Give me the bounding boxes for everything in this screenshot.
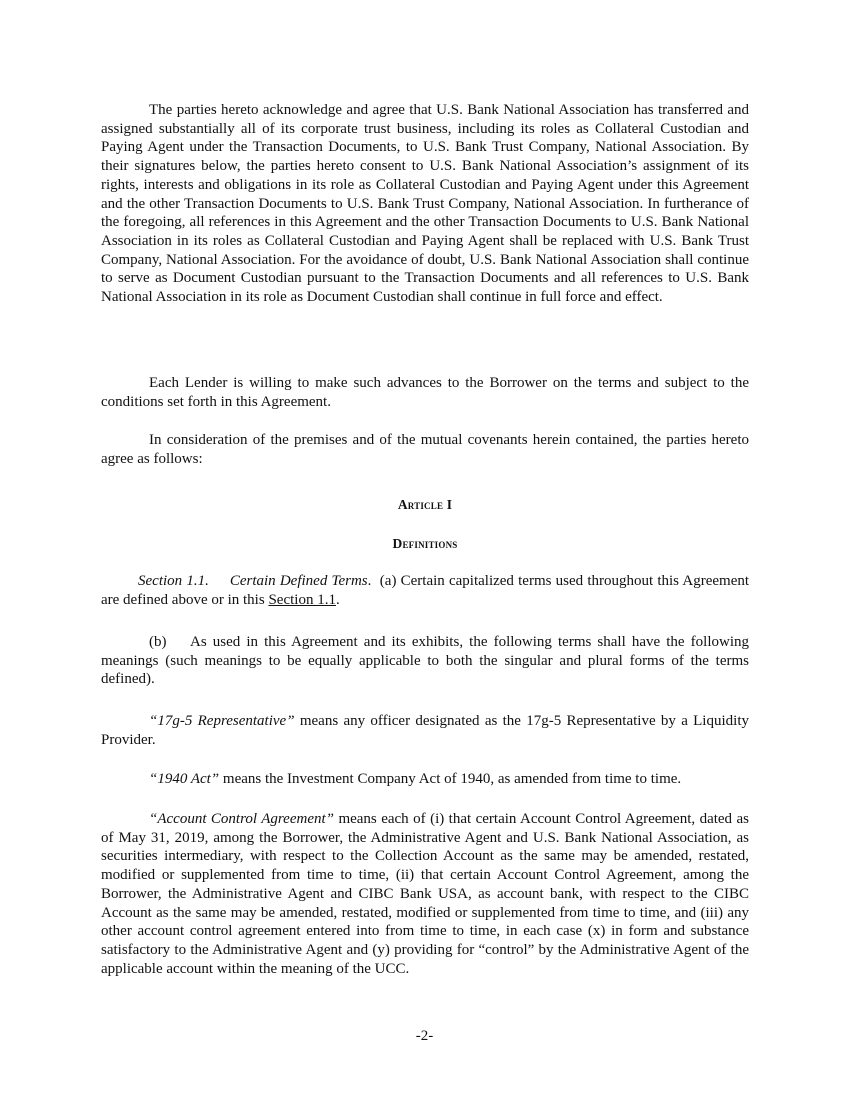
definition-term: “Account Control Agreement” (149, 811, 334, 827)
consideration-paragraph: In consideration of the premises and of the mutual covenants herein contained, the parties hereto agree as follows: (101, 432, 749, 467)
definition-text: means the Investment Company Act of 1940, as amended from time to time. (219, 771, 682, 787)
definition-term: “17g-5 Representative” (149, 713, 295, 729)
definition-account-control-agreement (101, 810, 749, 978)
section-title-period: . (367, 573, 372, 589)
definition-17g5 (101, 712, 749, 749)
section-1-1-link[interactable]: Section 1.1 (268, 591, 336, 608)
section-ref-period: . (335, 591, 340, 608)
definition-text: means any officer designated as the 17g-5 Representative by a Liquidity Provider. (101, 713, 749, 748)
section-label: Section 1.1. (138, 573, 209, 589)
article-title: Definitions (392, 536, 458, 551)
paragraph-b: (b) As used in this Agreement and its exhibits, the following terms shall have the following meanings (such meanings to be equally applicable to both the singular and plural forms of the terms defined). (101, 634, 749, 688)
article-number: Article I (397, 497, 453, 512)
definition-1940-act (101, 770, 749, 789)
assignment-paragraph: The parties hereto acknowledge and agree that U.S. Bank National Association has transferred and assigned substantially all of its corporate trust business, including its roles as Collateral Custodian and Paying Agent under the Transaction Documents, to U.S. Bank Trust Company, National Association. By their signatures below, the parties hereto consent to U.S. Bank National Association’s assignment of its rights, interests and obligations in its role as Collateral Custodian and Paying Agent under this Agreement and the other Transaction Documents to U.S. Bank Trust Company, National Association. In furtherance of the foregoing, all references in this Agreement and the other Transaction Documents to U.S. Bank National Association in its roles as Collateral Custodian and Paying Agent shall be replaced with U.S. Bank Trust Company, National Association. For the avoidance of doubt, U.S. Bank National Association shall continue to serve as Document Custodian pursuant to the Transaction Documents and all references to U.S. Bank National Association in its role as Document Custodian shall continue in full force and effect. (101, 102, 749, 306)
definition-term: “1940 Act” (149, 771, 220, 787)
section-1-1-paragraph (101, 572, 749, 609)
page-number: -2- (415, 1028, 434, 1044)
section-title: Certain Defined Terms (229, 573, 368, 589)
definition-text: means each of (i) that certain Account Control Agreement, dated as of May 31, 2019, among the Borrower, the Administrative Agent and U.S. Bank National Association, as securities intermediary, with respect to the Collection Account as the same may be amended, restated, modified or supplemented from time to time, (ii) that certain Account Control Agreement, among the Borrower, the Administrative Agent and CIBC Bank USA, as account bank, with respect to the CIBC Account as the same may be amended, restated, modified or supplemented from time to time, and (iii) any other account control agreement entered into from time to time, in each case (x) in form and substance satisfactory to the Administrative Agent and (y) providing for “control” by the Administrative Agent of the applicable account within the meaning of the UCC. (101, 811, 749, 977)
lender-paragraph: Each Lender is willing to make such advances to the Borrower on the terms and subject to the conditions set forth in this Agreement. (101, 375, 749, 410)
section-text-a: (a) Certain capitalized terms used throughout this Agreement are defined above or in this (101, 573, 750, 608)
